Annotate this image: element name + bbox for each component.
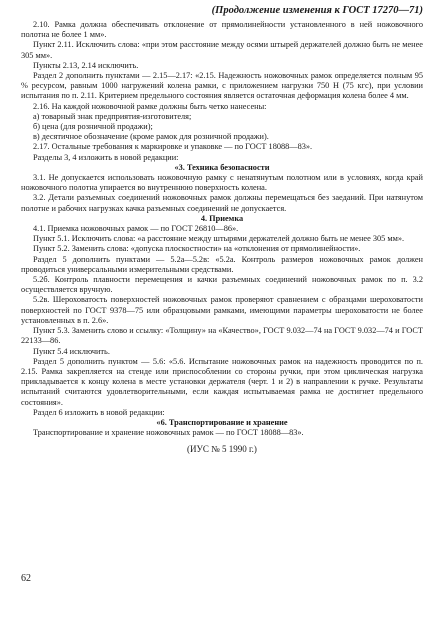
paragraph-5-4: Пункт 5.4 исключить. [33, 346, 110, 356]
list-item-b: б) цена (для розничной продажи); [33, 122, 153, 132]
paragraph-2-17: 2.17. Остальные требования к маркировке и упаковке — по ГОСТ 18088—83». [33, 142, 313, 152]
paragraph-4-1: 4.1. Приемка ножовочных рамок — по ГОСТ 26810—86». [33, 224, 239, 234]
paragraph-2-11: Пункт 2.11. Исключить слова: «при этом расстояние между осями штырей держателей должно быть не менее 305 мм». [21, 40, 423, 60]
section-heading-3: «3. Техника безопасности [174, 162, 270, 172]
section-heading-6: «6. Транспортирование и хранение [156, 417, 288, 427]
paragraph-transport: Транспортирование и хранение ножовочных рамок — по ГОСТ 18088—83». [33, 428, 304, 438]
paragraph-5-2: Пункт 5.2. Заменить слова: «допуска плоскостности» на «отклонения от прямолинейности». [33, 244, 361, 254]
paragraph-5-1: Пункт 5.1. Исключить слова: «а расстояние между штырями держателей должно быть не менее 305 мм». [33, 234, 405, 244]
paragraph-2-16: 2.16. На каждой ножовочной рамке должны быть четко нанесены: [33, 101, 267, 111]
list-item-v: в) десятичное обозначение (кроме рамок для розничной продажи). [33, 132, 269, 142]
list-item-a: а) товарный знак предприятия-изготовителя; [33, 111, 192, 121]
paragraph-section-6: Раздел 6 изложить в новой редакции: [33, 407, 165, 417]
paragraph-2-10: 2.10. Рамка должна обеспечивать отклонение от прямолинейности установленного в ней ножовочного полотна не более 1 мм». [21, 20, 423, 40]
ius-reference: (ИУС № 5 1990 г.) [187, 444, 257, 455]
running-header: (Продолжение изменения к ГОСТ 17270—71) [211, 5, 423, 16]
body-text [21, 20, 423, 438]
paragraph-5-6: Раздел 5 дополнить пунктом — 5.6: «5.6. Испытание ножовочных рамок на надежность проводится по п. 2.15. Рамка закрепляется на стенде или приспособлении со стороны ручки, при этом циклическая нагрузка прикладывается к концу колена в месте установки держателя (черт. 1 и 2) в направлении к ручке. Результаты испытаний считаются удовлетворительными, если каждая испытываемая рамка не достигнет предельного состояния». [21, 356, 423, 407]
paragraph-3-1: 3.1. Не допускается использовать ножовочную рамку с ненатянутым полотном или в условиях, когда край ножовочного полотна упирается во внутреннюю поверхность колена. [21, 173, 423, 193]
paragraph-2-15: Раздел 2 дополнить пунктами — 2.15—2.17: «2.15. Надежность ножовочных рамок определяется полным 95 % ресурсом, равным 1000 нагружений колена рамки, с приложением нагрузки 750 Н (75 кгс), при условии испытания по п. 2.11. Критерием предельного состояния является остаточная деформация колена более 4 мм. [21, 71, 423, 101]
paragraph-5-3: Пункт 5.3. Заменить слово и ссылку: «Толщину» на «Качество», ГОСТ 9.032—74 на ГОСТ 9.032—74 и ГОСТ 22133—86. [21, 326, 423, 346]
paragraph-sections-3-4: Разделы 3, 4 изложить в новой редакции: [33, 152, 179, 162]
paragraph-5-2v: 5.2в. Шероховатость поверхностей ножовочных рамок проверяют сравнением с образцами шероховатости поверхностей по ГОСТ 9378—75 или образцовыми рамками, имеющими параметры шероховатости не более установленных в п. 2.6». [21, 295, 423, 325]
paragraph-5-2a: Раздел 5 дополнить пунктами — 5.2а—5.2в: «5.2а. Контроль размеров ножовочных рамок должен проводиться универсальными измерительными средствами. [21, 254, 423, 274]
section-heading-4: 4. Приемка [200, 213, 244, 223]
paragraph-3-2: 3.2. Детали разъемных соединений ножовочных рамок должны перемещаться без заеданий. При натянутом полотне и рабочих нагрузках качка разъемных соединений не допускается. [21, 193, 423, 213]
paragraph-2-13: Пункты 2.13, 2.14 исключить. [33, 60, 139, 70]
page-number: 62 [21, 573, 31, 584]
paragraph-5-2b: 5.2б. Контроль плавности перемещения и качки разъемных соединений ножовочных рамок по п. 3.2 осуществляется вручную. [21, 275, 423, 295]
